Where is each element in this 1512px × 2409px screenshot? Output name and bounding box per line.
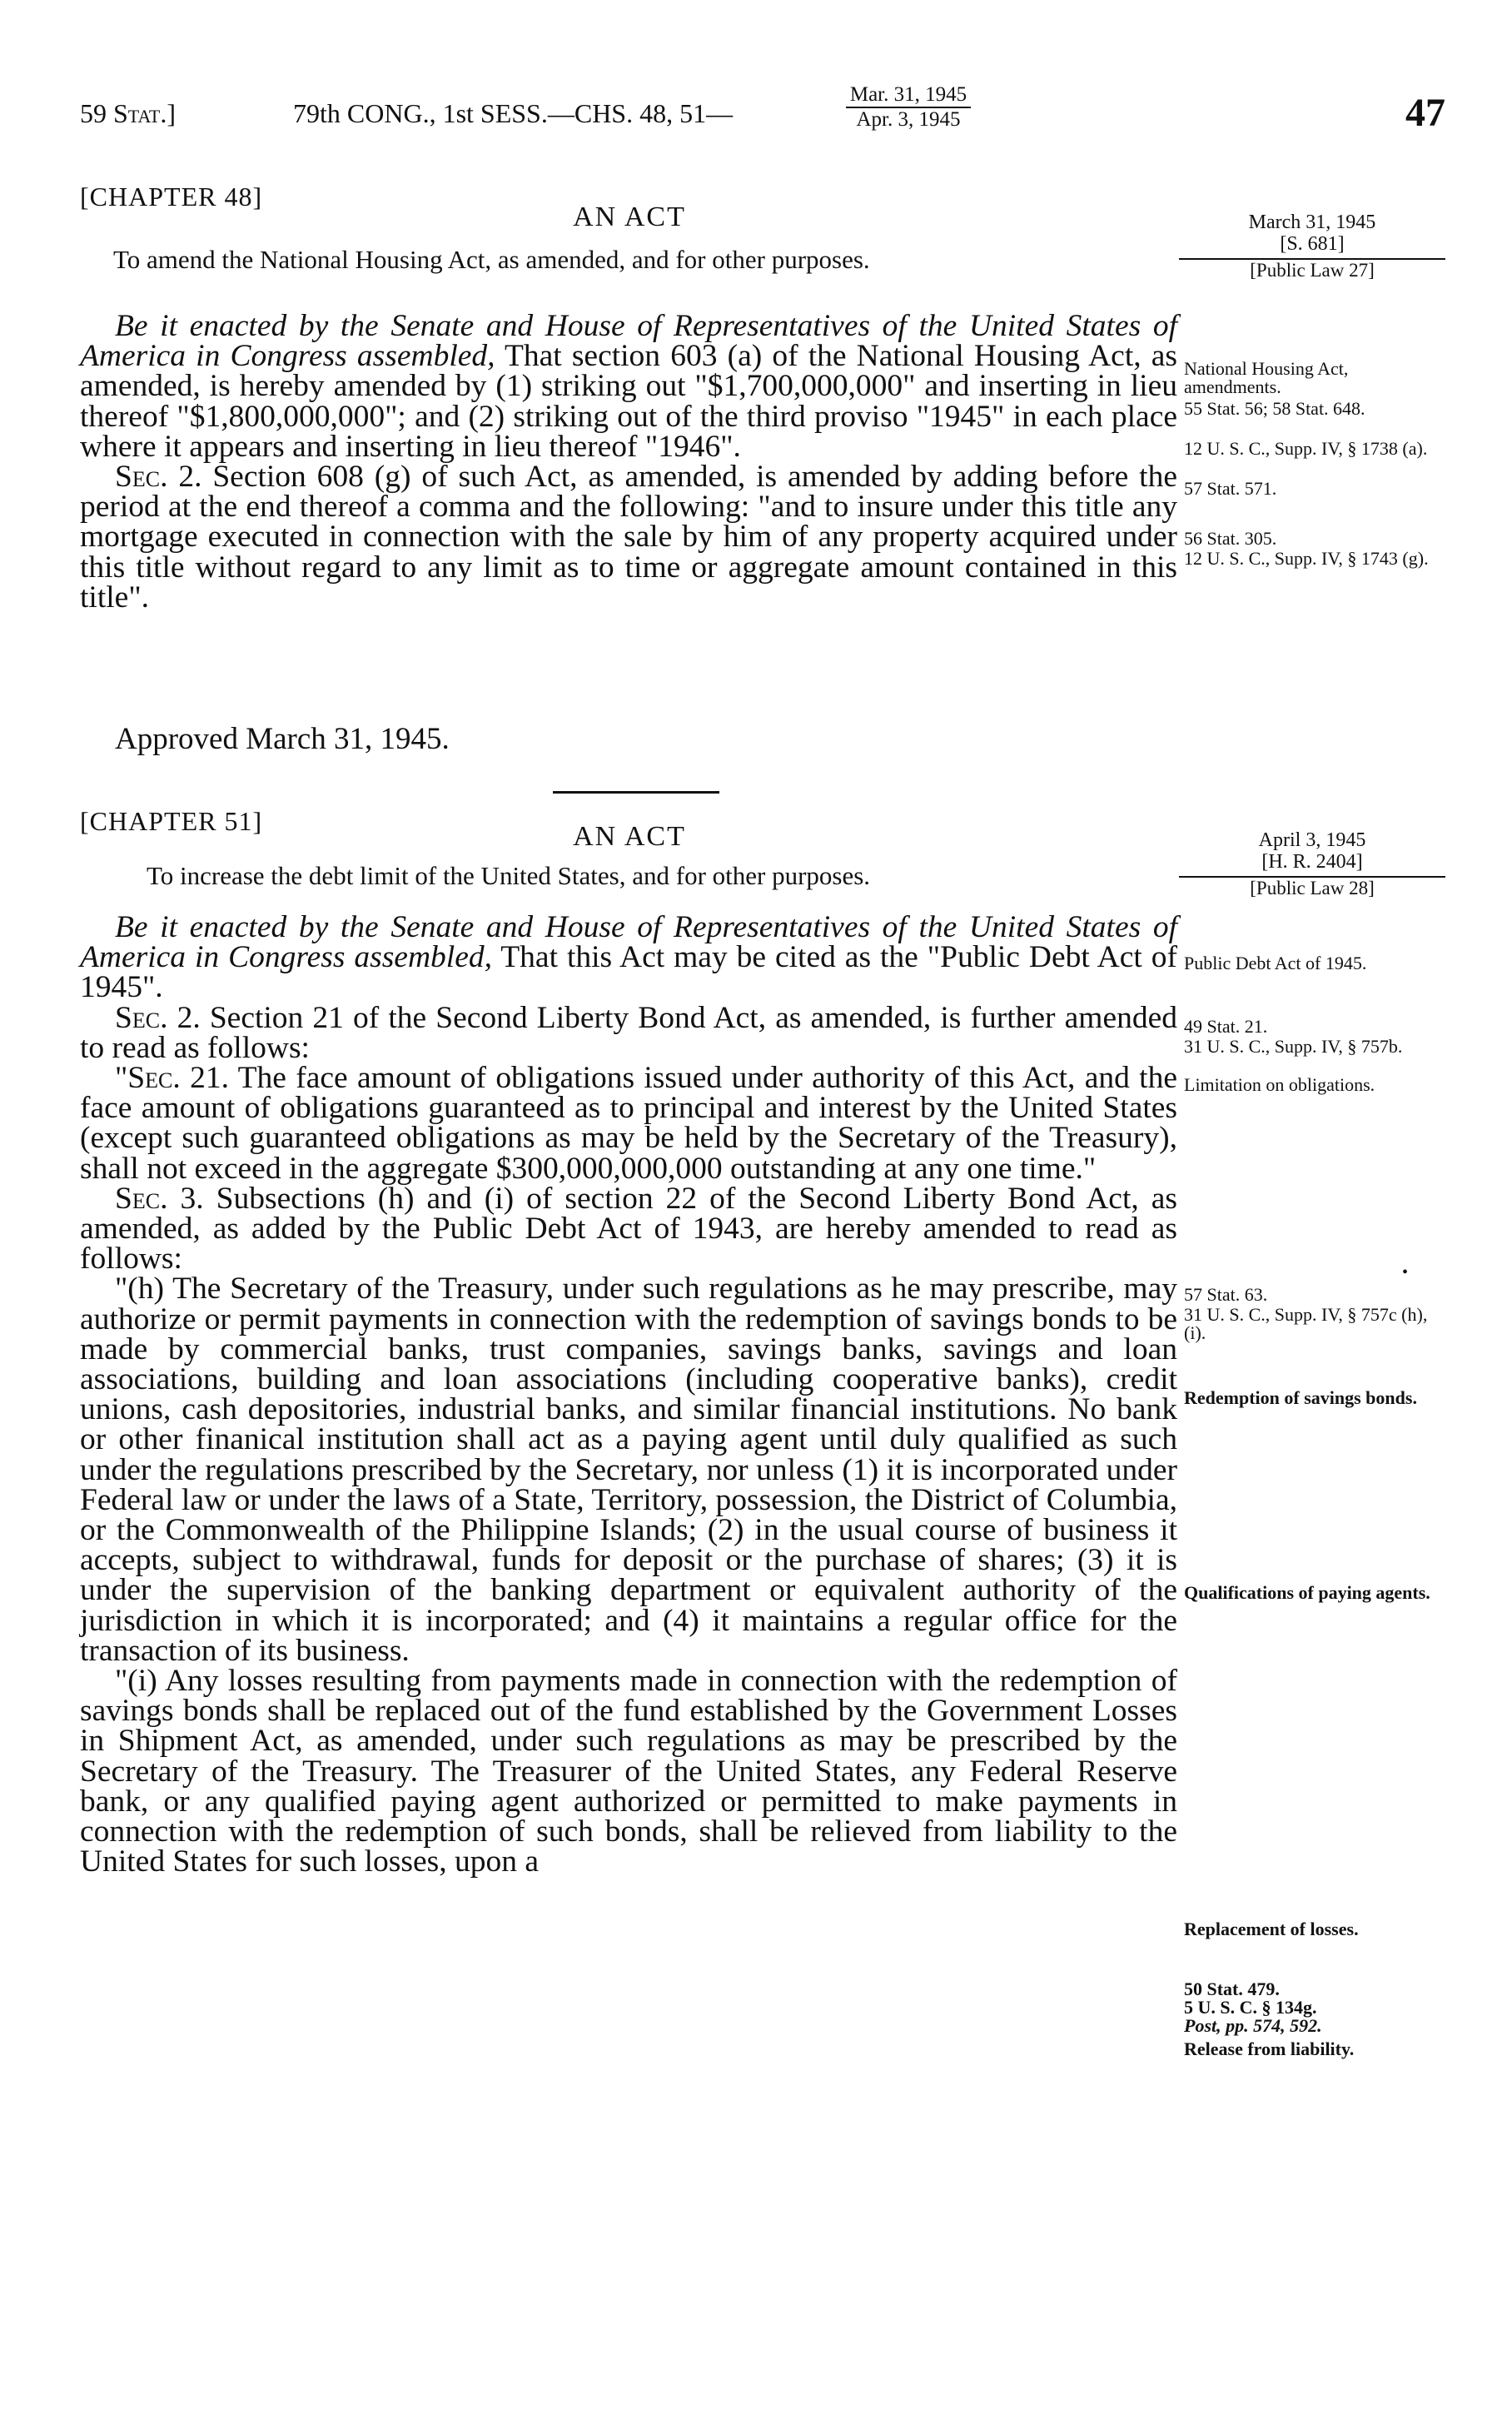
margin-note: 12 U. S. C., Supp. IV, § 1743 (g). [1184,548,1429,569]
chapter-48-bill-number: [S. 681] [1179,233,1445,260]
chapter-51-purpose: To increase the debt limit of the United States, and for other purposes. [147,861,871,890]
chapter-48-label: [CHAPTER 48] [80,182,263,212]
chapter-48-section-1 [80,311,1177,462]
header-date-range [846,83,971,132]
chapter-51-section-1-text: That this Act may be cited as the "Public Debt Act of 1945". [80,940,1177,1005]
stray-mark: • [1402,1263,1409,1282]
chapter-51-label: [CHAPTER 51] [80,806,263,836]
margin-note: National Housing Act, amendments. [1184,358,1349,397]
chapter-48-section-1-text: That section 603 (a) of the National Housing Act, as amended, is hereby amended by (1) striking out "$1,700,000,000" and inserting in lieu thereof "$1,800,000,000"; and (2) striking out of the third proviso "1945" in each place where it appears and inserting in lieu thereof "1946". [80,339,1177,464]
margin-note: Public Debt Act of 1945. [1184,953,1367,973]
margin-note: Post, pp. 574, 592. [1184,2015,1322,2036]
chapter-48-date: March 31, 1945 [1248,212,1376,233]
chapter-48-section-2 [80,462,1177,613]
margin-note: 5 U. S. C. § 134g. [1184,1997,1317,2018]
section-21-label: "Sec. 21. [115,1061,229,1096]
margin-note: 55 Stat. 56; 58 Stat. 648. [1184,398,1365,419]
header-date-bottom: Apr. 3, 1945 [856,108,961,131]
margin-note: 12 U. S. C., Supp. IV, § 1738 (a). [1184,438,1428,459]
chapter-51-body [80,910,1177,1879]
margin-note: 57 Stat. 571. [1184,478,1277,499]
chapter-51-enactment-info [1179,829,1445,899]
chapter-51-section-21-amended [80,1063,1177,1184]
chapter-48-approval-date: Approved March 31, 1945. [115,722,450,756]
chapter-divider [553,791,719,794]
margin-note: Redemption of savings bonds. [1184,1387,1417,1408]
chapter-51-section-2-text: Section 21 of the Second Liberty Bond Act, as amended, is further amended to read as follows: [80,1000,1177,1065]
volume-reference: 59 Stat.] [80,98,177,128]
subsection-i: "(i) Any losses resulting from payments made in connection with the redemption of savings bonds shall be replaced out of the fund established by the Government Losses in Shipment Act, as amended, under such regulations as may be prescribed by the Secretary of the Treasury. The Treasurer of the United States, any Federal Reserve bank, or any qualified paying agent authorized or permitted to make payments in connection with the redemption of such bonds, shall be relieved from liability to the United States for such losses, upon a [80,1664,1177,1879]
chapter-48-body [80,311,1177,613]
chapter-48-act-title: AN ACT [573,202,686,232]
margin-note: 31 U. S. C., Supp. IV, § 757c (h), (i). [1184,1304,1428,1343]
chapter-51-section-3-label: Sec. 3. [115,1181,204,1216]
chapter-51-bill-number: [H. R. 2404] [1179,851,1445,878]
section-21-text: The face amount of obligations issued under authority of this Act, and the face amount of obligations guaranteed as to principal and interest by the United States (except such guaranteed obligations as may be held by the Secretary of the Treasury), shall not exceed in the aggregate $300,000,000,000 outstanding at any one time." [80,1061,1177,1186]
margin-note: Release from liability. [1184,2038,1355,2059]
margin-note: Limitation on obligations. [1184,1074,1375,1095]
margin-note: 57 Stat. 63. [1184,1284,1268,1305]
chapter-48-section-2-label: Sec. 2. [115,460,202,495]
margin-note: 50 Stat. 479. [1184,1978,1280,1999]
chapter-51-section-1 [80,910,1177,1005]
chapter-48-purpose: To amend the National Housing Act, as amended, and for other purposes. [113,245,870,274]
congress-session-heading: 79th CONG., 1st SESS.—CHS. 48, 51— [293,98,734,128]
chapter-48-enacting-clause: Be it enacted by the Senate and House of Representatives of the United States of America in Congress assembled, [80,309,1177,374]
chapter-51-public-law: [Public Law 28] [1250,878,1375,898]
chapter-51-section-3-text: Subsections (h) and (i) of section 22 of the Second Liberty Bond Act, as amended, as added by the Public Debt Act of 1943, are hereby amended to read as follows: [80,1181,1177,1277]
header-date-top: Mar. 31, 1945 [846,83,971,108]
chapter-51-section-2-label: Sec. 2. [115,1000,201,1035]
margin-note: 31 U. S. C., Supp. IV, § 757b. [1184,1036,1403,1057]
chapter-48-enactment-info [1179,212,1445,281]
chapter-51-section-2 [80,1000,1177,1065]
margin-note: 49 Stat. 21. [1184,1016,1268,1037]
margin-note: 56 Stat. 305. [1184,528,1277,549]
chapter-51-section-3 [80,1181,1177,1277]
chapter-48-public-law: [Public Law 27] [1250,260,1375,281]
chapter-51-enacting-clause: Be it enacted by the Senate and House of Representatives of the United States of America in Congress assembled, [80,910,1177,975]
subsection-h: "(h) The Secretary of the Treasury, under such regulations as he may prescribe, may authorize or permit payments in connection with the redemption of savings bonds to be made by commercial banks, trust companies, savings banks, savings and loan associations, building and loan associations (including cooperative banks), credit unions, cash depositories, industrial banks, and similar financial institutions. No bank or other finanical institution shall act as a paying agent until duly qualified as such under the regulations prescribed by the Secretary, nor unless (1) it is incorporated under Federal law or under the laws of a State, Territory, possession, the District of Columbia, or the Commonwealth of the Philippine Islands; (2) in the usual course of business it accepts, subject to withdrawal, funds for deposit or the purchase of shares; (3) it is under the supervision of the banking department or equivalent authority of the jurisdiction in which it is incorporated; and (4) it maintains a regular office for the transaction of its business. [80,1272,1177,1668]
margin-note: Replacement of losses. [1184,1919,1359,1939]
page-number: 47 [1405,91,1445,135]
chapter-51-act-title: AN ACT [573,821,686,852]
margin-note: Qualifications of paying agents. [1184,1582,1430,1603]
chapter-51-date: April 3, 1945 [1258,829,1366,851]
chapter-48-section-2-text: Section 608 (g) of such Act, as amended, is amended by adding before the period at the end thereof a comma and the following: "and to insure under this title any mortgage executed in connection with the sale by him of any property acquired under this title without regard to any limit as to time or aggregate amount contained in this title". [80,460,1177,615]
